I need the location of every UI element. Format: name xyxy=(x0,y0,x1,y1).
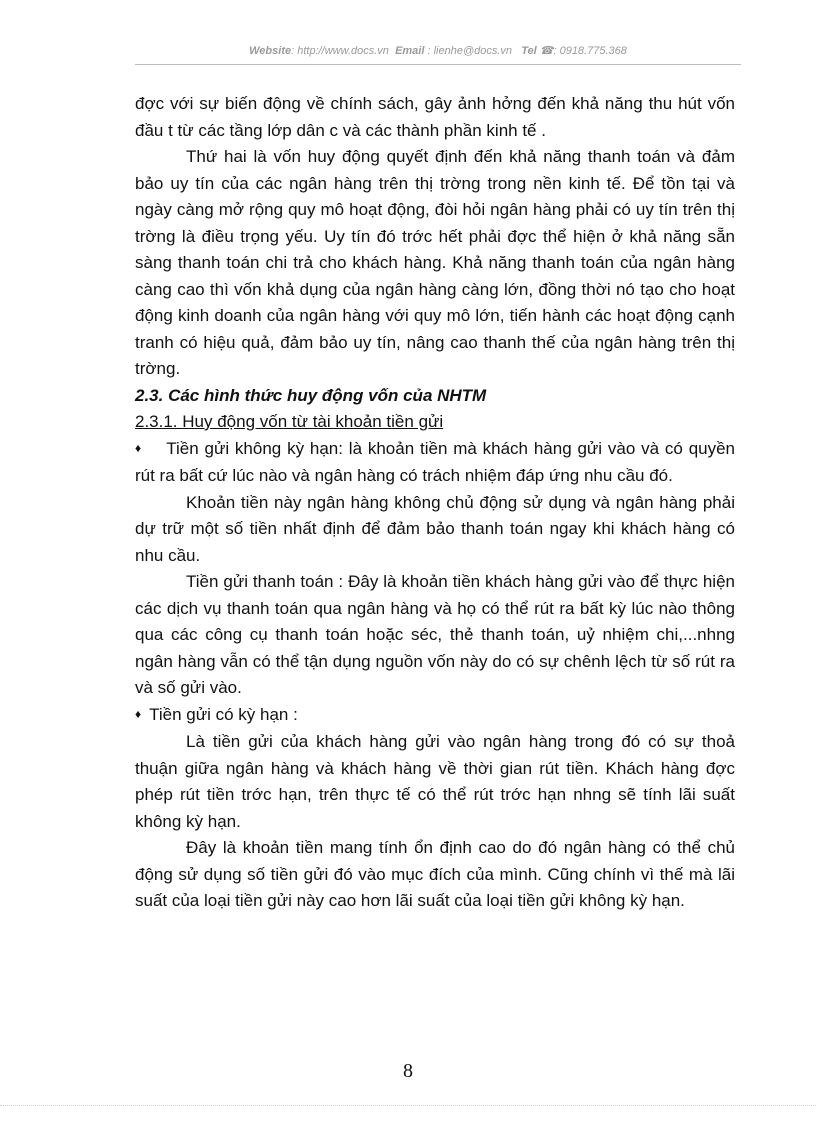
diamond-bullet-icon: ♦ xyxy=(135,440,143,455)
bullet-term-deposit xyxy=(135,702,735,730)
page-number: 8 xyxy=(403,1060,413,1082)
subsection-heading: 2.3.1. Huy động vốn từ tài khoản tiền gửi xyxy=(135,412,444,431)
website-value[interactable]: : http://www.docs.vn xyxy=(291,45,389,57)
tel-label: Tel xyxy=(521,45,537,57)
document-body xyxy=(135,91,735,915)
email-label: Email xyxy=(395,45,425,57)
paragraph-term-stability: Đây là khoản tiền mang tính ổn định cao do đó ngân hàng có thể chủ động sử dụng số tiền gửi đó vào mục đích của mình. Cũng chính vì thế mà lãi suất của loại tiền gửi này cao hơn lãi suất của loại tiền gửi không kỳ hạn. xyxy=(135,838,735,910)
phone-icon: ☎ xyxy=(539,45,554,57)
tel-value: : 0918.775.368 xyxy=(553,45,627,57)
diamond-bullet-icon: ♦ xyxy=(135,706,142,721)
paragraph-term-definition: Là tiền gửi của khách hàng gửi vào ngân hàng trong đó có sự thoả thuận giữa ngân hàng và khách hàng về thời gian rút tiền. Khách hàng đợc phép rút tiền trớc hạn, trên thực tế có thể rút trớc hạn nhng sẽ tính lãi suất không kỳ hạn. xyxy=(135,732,735,831)
paragraph-payment-deposit: Tiền gửi thanh toán : Đây là khoản tiền khách hàng gửi vào để thực hiện các dịch vụ thanh toán qua ngân hàng và họ có thể rút ra bất kỳ lúc nào thông qua các công cụ thanh toán hoặc séc, thẻ thanh toán, uỷ nhiệm chi,...nhng ngân hàng vẫn có thể tận dụng nguồn vốn này do có sự chênh lệch từ số rút ra và số gửi vào. xyxy=(135,572,735,697)
page-header xyxy=(135,44,741,57)
bullet-demand-deposit xyxy=(135,436,735,490)
bullet-text: Tiền gửi không kỳ hạn: là khoản tiền mà khách hàng gửi vào và có quyền rút ra bất cứ lúc nào và ngân hàng có trách nhiệm đáp ứng nhu cầu đó. xyxy=(135,438,736,485)
website-label: Website xyxy=(249,45,292,57)
paragraph-continuation: đợc với sự biến động về chính sách, gây ảnh hởng đến khả năng thu hút vốn đầu t từ các tầng lớp dân c và các thành phần kinh tế . xyxy=(135,94,735,140)
paragraph-reserve: Khoản tiền này ngân hàng không chủ động sử dụng và ngân hàng phải dự trữ một số tiền nhất định để đảm bảo thanh toán ngay khi khách hàng có nhu cầu. xyxy=(135,492,735,565)
bullet-text: Tiền gửi có kỳ hạn : xyxy=(149,704,298,724)
section-heading: 2.3. Các hình thức huy động vốn của NHTM xyxy=(135,385,487,405)
email-value[interactable]: : lienhe@docs.vn xyxy=(427,45,513,57)
header-divider xyxy=(135,64,741,65)
footer-divider xyxy=(0,1105,816,1106)
paragraph-second-point: Thứ hai là vốn huy động quyết định đến khả năng thanh toán và đảm bảo uy tín của các ngân hàng trên thị trờng trong nền kinh tế. Để tồn tại và ngày càng mở rộng quy mô hoạt động, đòi hỏi ngân hàng phải có uy tín trên thị trờng là điều trọng yếu. Uy tín đó trớc hết phải đợc thể hiện ở khả năng sẵn sàng thanh toán chi trả cho khách hàng. Khả năng thanh toán của ngân hàng càng cao thì vốn khả dụng của ngân hàng càng lớn, đồng thời nó tạo cho hoạt động kinh doanh của ngân hàng với quy mô lớn, tiến hành các hoạt động cạnh tranh có hiệu quả, đảm bảo uy tín, nâng cao thanh thế của ngân hàng trên thị trờng. xyxy=(135,147,735,378)
